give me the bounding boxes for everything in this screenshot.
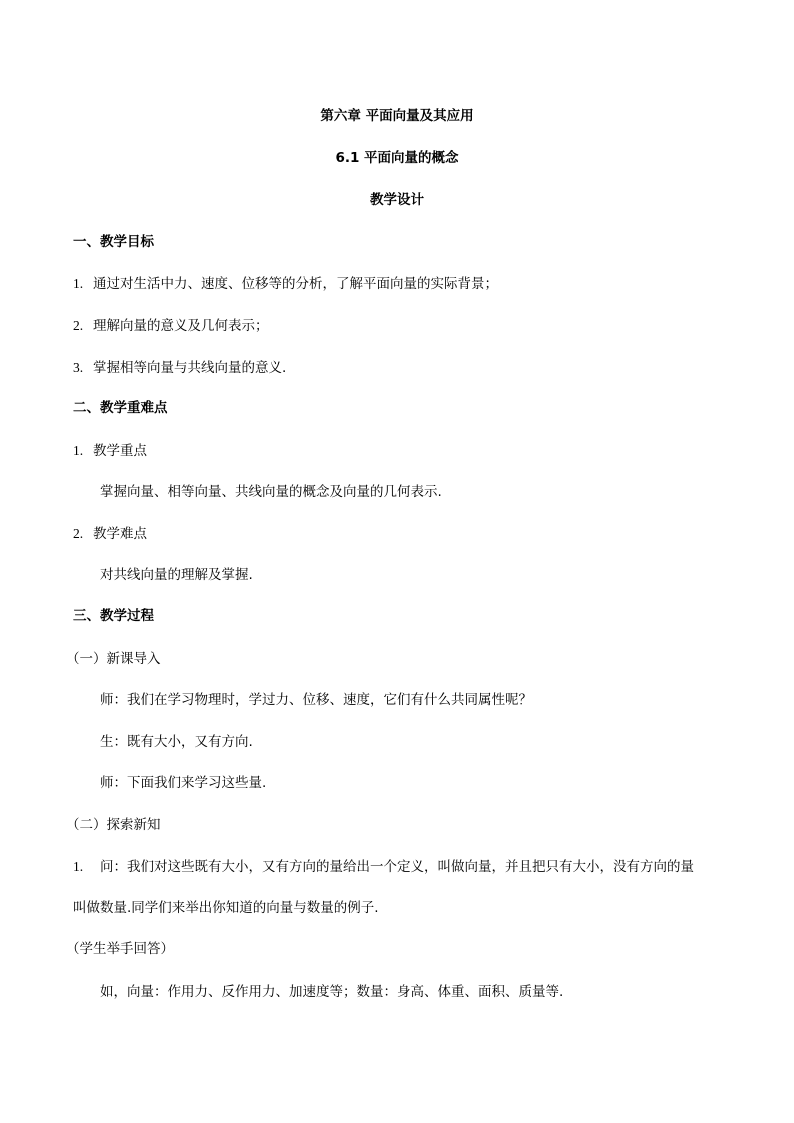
key-point-item-1-title: 教学重点 <box>93 443 147 459</box>
key-point-item-2-number: 2. <box>73 526 84 541</box>
dialog-line-2: 生：既有大小，又有方向. <box>100 734 253 750</box>
goal-item-2 <box>73 316 269 336</box>
question-1-number: 1. <box>73 859 84 874</box>
design-title: 教学设计 <box>370 192 424 208</box>
goal-item-2-text: 理解向量的意义及几何表示； <box>93 318 269 334</box>
subheading-new-lesson: （一）新课导入 <box>66 651 161 667</box>
key-point-item-2 <box>73 524 147 544</box>
goal-item-1-text: 通过对生活中力、速度、位移等的分析，了解平面向量的实际背景； <box>93 276 498 292</box>
goal-item-3-text: 掌握相等向量与共线向量的意义. <box>93 360 287 376</box>
student-answer-note: （学生举手回答） <box>66 941 174 957</box>
goal-item-3-number: 3. <box>73 360 84 375</box>
key-point-item-1 <box>73 441 147 461</box>
heading-teaching-process: 三、教学过程 <box>73 608 154 624</box>
key-point-item-1-number: 1. <box>73 443 84 458</box>
goal-item-2-number: 2. <box>73 318 84 333</box>
goal-item-3 <box>73 358 286 378</box>
goal-item-1-number: 1. <box>73 276 84 291</box>
heading-teaching-goals: 一、教学目标 <box>73 234 154 250</box>
key-point-item-2-text: 对共线向量的理解及掌握. <box>100 567 253 583</box>
key-point-item-2-title: 教学难点 <box>93 526 147 542</box>
dialog-line-3: 师：下面我们来学习这些量. <box>100 775 267 791</box>
goal-item-1 <box>73 274 498 294</box>
chapter-title: 第六章 平面向量及其应用 <box>320 108 474 124</box>
section-title: 6.1 平面向量的概念 <box>335 150 459 166</box>
key-point-item-1-text: 掌握向量、相等向量、共线向量的概念及向量的几何表示. <box>100 484 442 500</box>
question-1-line-1 <box>73 857 694 877</box>
subheading-explore: （二）探索新知 <box>66 817 161 833</box>
dialog-line-1: 师：我们在学习物理时，学过力、位移、速度，它们有什么共同属性呢？ <box>100 692 532 708</box>
question-1-text-line-2: 叫做数量.同学们来举出你知道的向量与数量的例子. <box>73 900 379 916</box>
heading-key-points: 二、教学重难点 <box>73 400 168 416</box>
question-1-text-line-1: 问：我们对这些既有大小，又有方向的量给出一个定义，叫做向量，并且把只有大小，没有方向的量 <box>100 859 694 875</box>
example-text: 如，向量：作用力、反作用力、加速度等；数量：身高、体重、面积、质量等. <box>100 984 564 1000</box>
